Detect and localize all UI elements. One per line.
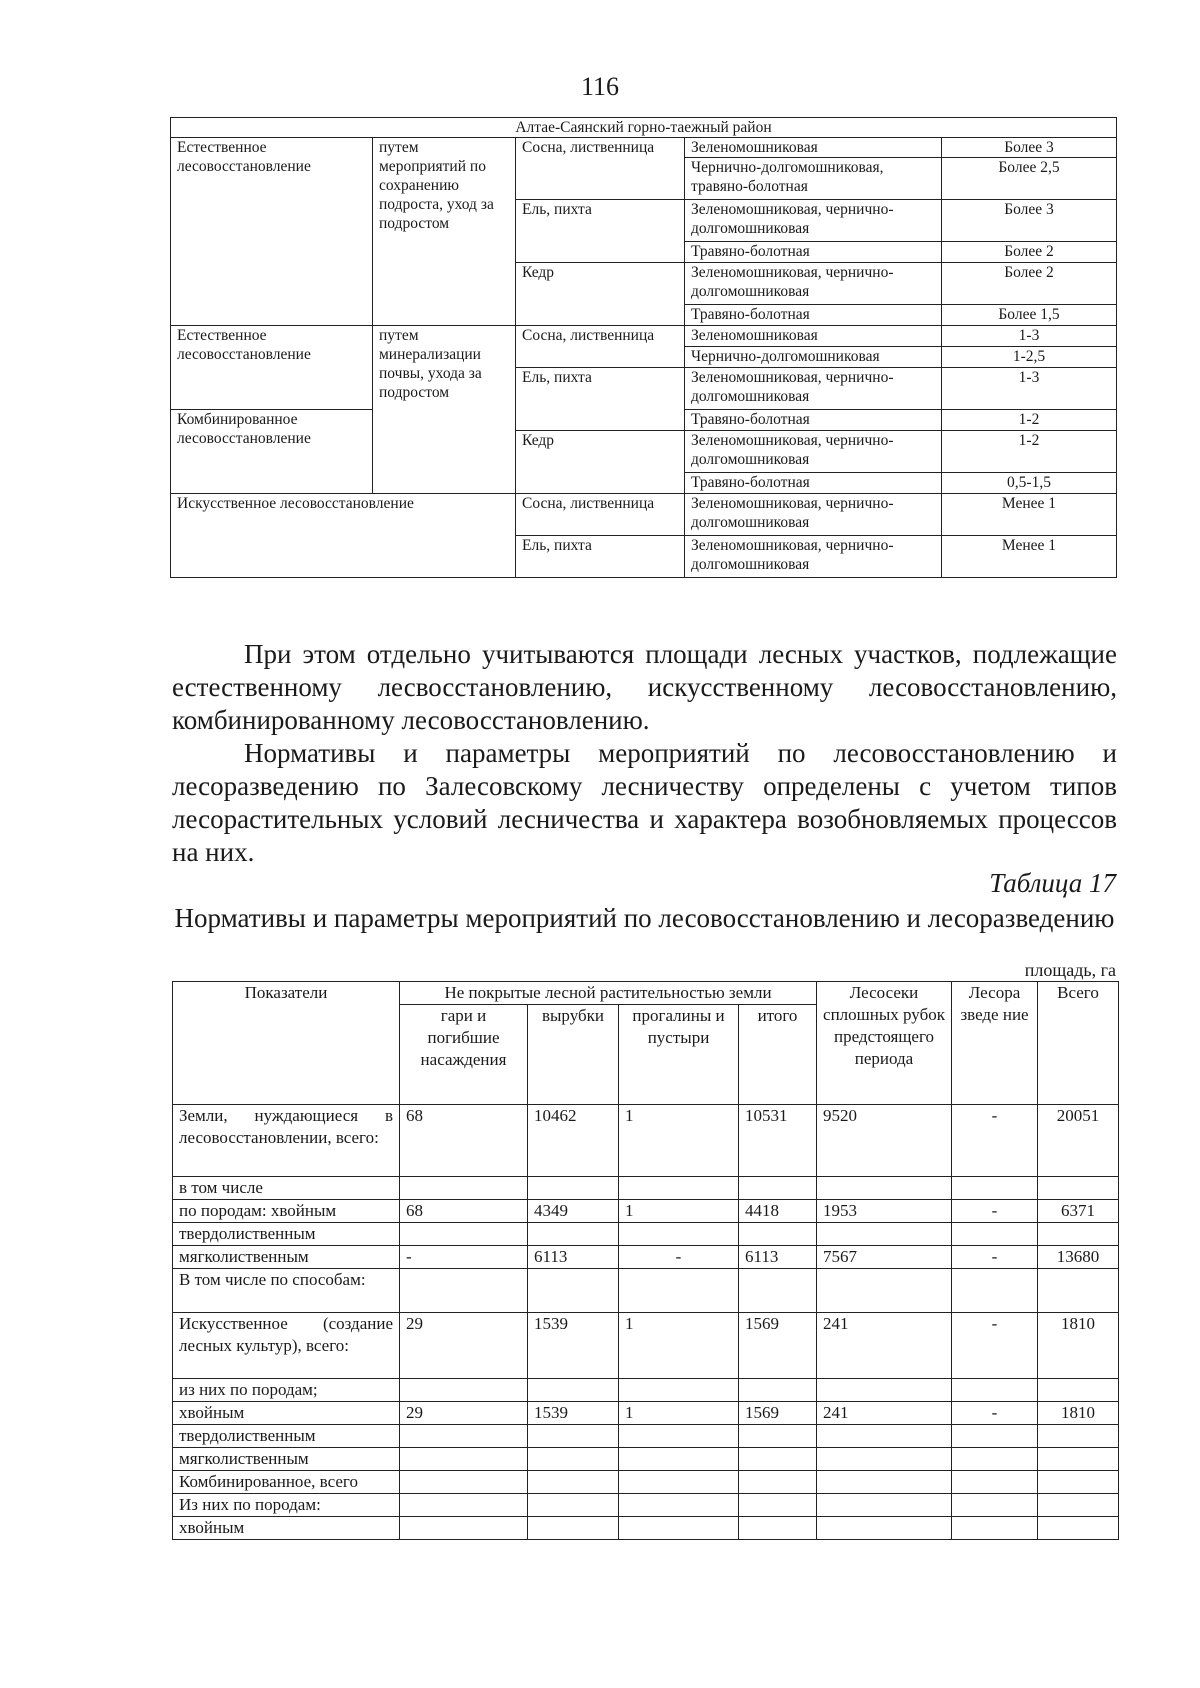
- table-cell: 1539: [528, 1402, 619, 1425]
- table-cell: [952, 1517, 1038, 1540]
- table-cell: [739, 1425, 817, 1448]
- table-cell: [739, 1517, 817, 1540]
- page-number: 116: [580, 72, 620, 101]
- column-header: Лесосеки сплошных рубок предстоящего периода: [817, 982, 952, 1105]
- table-row: [171, 118, 1117, 138]
- table-cell: 0,5-1,5: [942, 473, 1117, 494]
- table-cell: [952, 1269, 1038, 1313]
- table-cell: [619, 1494, 739, 1517]
- table-cell: [528, 1494, 619, 1517]
- table-cell: [739, 1269, 817, 1313]
- table-cell: 1: [619, 1313, 739, 1379]
- table-cell: [400, 1269, 528, 1313]
- table-cell: 1-2: [942, 410, 1117, 431]
- table-row: [173, 1425, 1119, 1448]
- row-label: мягколиственным: [173, 1246, 400, 1269]
- table-cell: Ель, пихта: [516, 368, 685, 431]
- table-cell: Более 2: [942, 242, 1117, 263]
- table-cell: [400, 1425, 528, 1448]
- table-cell: Более 3: [942, 138, 1117, 158]
- table-cell: [952, 1425, 1038, 1448]
- table-cell: [528, 1269, 619, 1313]
- table-cell: [619, 1379, 739, 1402]
- table-cell: Ель, пихта: [516, 200, 685, 263]
- table-cell: Ель, пихта: [516, 536, 685, 578]
- table-cell: [619, 1517, 739, 1540]
- table-cell: [817, 1177, 952, 1200]
- table-cell: 1-3: [942, 326, 1117, 347]
- table-cell: [739, 1494, 817, 1517]
- table-row: [173, 1313, 1119, 1379]
- table-cell: [400, 1494, 528, 1517]
- table-cell: [817, 1448, 952, 1471]
- table-cell: [400, 1379, 528, 1402]
- table-cell: [400, 1471, 528, 1494]
- table-cell: 4349: [528, 1200, 619, 1223]
- table-cell: [817, 1517, 952, 1540]
- table-cell: 241: [817, 1313, 952, 1379]
- table-cell: [952, 1223, 1038, 1246]
- table-cell: [817, 1379, 952, 1402]
- table-cell: [817, 1269, 952, 1313]
- table-row: [173, 1246, 1119, 1269]
- table-row: [173, 1105, 1119, 1177]
- table-cell: Чернично-долгомошниковая: [685, 347, 942, 368]
- table-cell: [1038, 1223, 1119, 1246]
- table-cell: -: [619, 1246, 739, 1269]
- table-cell: [1038, 1425, 1119, 1448]
- table-cell: [739, 1471, 817, 1494]
- table-cell: Сосна, лиственница: [516, 494, 685, 536]
- table-cell: 1: [619, 1105, 739, 1177]
- table-cell: Менее 1: [942, 494, 1117, 536]
- table-title: Нормативы и параметры мероприятий по лесовосстановлению и лесоразведению: [174, 903, 1115, 933]
- table-cell: 29: [400, 1313, 528, 1379]
- table-cell: Травяно-болотная: [685, 242, 942, 263]
- table-cell: [528, 1517, 619, 1540]
- table-cell: Зеленомошниковая, чернично-долгомошниковая: [685, 431, 942, 473]
- row-label: по породам: хвойным: [173, 1200, 400, 1223]
- table-cell: [1038, 1517, 1119, 1540]
- table-cell: Зеленомошниковая: [685, 138, 942, 158]
- table-cell: 1: [619, 1200, 739, 1223]
- row-label: в том числе: [173, 1177, 400, 1200]
- table-cell: Более 2: [942, 263, 1117, 305]
- regeneration-norms-table: [170, 117, 1117, 578]
- table-cell: 7567: [817, 1246, 952, 1269]
- header-row: [173, 982, 1119, 1005]
- table-cell: -: [952, 1105, 1038, 1177]
- table-cell: Искусственное лесовосстановление: [171, 494, 516, 578]
- table-cell: Травяно-болотная: [685, 305, 942, 326]
- table-cell: -: [400, 1246, 528, 1269]
- table-row: [173, 1494, 1119, 1517]
- region-header: Алтае-Саянский горно-таежный район: [171, 118, 1117, 138]
- column-header: Не покрытые лесной растительностью земли: [400, 982, 817, 1005]
- table-cell: [619, 1177, 739, 1200]
- table-cell: 1-2,5: [942, 347, 1117, 368]
- table-row: [173, 1200, 1119, 1223]
- row-label: Из них по породам:: [173, 1494, 400, 1517]
- table-cell: [952, 1494, 1038, 1517]
- table-row: [173, 1223, 1119, 1246]
- table-cell: 6371: [1038, 1200, 1119, 1223]
- table-cell: 1539: [528, 1313, 619, 1379]
- row-label: мягколиственным: [173, 1448, 400, 1471]
- table-cell: 9520: [817, 1105, 952, 1177]
- table-cell: Более 1,5: [942, 305, 1117, 326]
- row-label: Искусственное (создание лесных культур), всего:: [173, 1313, 400, 1379]
- table-cell: [952, 1379, 1038, 1402]
- column-header: итого: [739, 1005, 817, 1105]
- table-cell: [619, 1425, 739, 1448]
- table-cell: 6113: [528, 1246, 619, 1269]
- table-row: [173, 1177, 1119, 1200]
- table-row: [173, 1269, 1119, 1313]
- table-cell: Зеленомошниковая, чернично-долгомошниковая: [685, 536, 942, 578]
- column-header: гари и погибшие насаждения: [400, 1005, 528, 1105]
- table-row: [173, 1379, 1119, 1402]
- table-cell: Зеленомошниковая: [685, 326, 942, 347]
- table-cell: Зеленомошниковая, чернично-долгомошниковая: [685, 200, 942, 242]
- table-cell: Травяно-болотная: [685, 473, 942, 494]
- table-cell: [739, 1223, 817, 1246]
- table-cell: [739, 1379, 817, 1402]
- row-label: хвойным: [173, 1517, 400, 1540]
- row-label: Комбинированное, всего: [173, 1471, 400, 1494]
- table-cell: [817, 1471, 952, 1494]
- table-cell: [1038, 1177, 1119, 1200]
- table-cell: 1810: [1038, 1313, 1119, 1379]
- table-cell: [619, 1448, 739, 1471]
- table-cell: 10462: [528, 1105, 619, 1177]
- body-paragraph: При этом отдельно учитываются площади лесных участков, подлежащие естественному лесвосстановлению, искусственному лесовосстановлению, комбинированному лесовосстановлению.: [172, 639, 1117, 735]
- column-header: вырубки: [528, 1005, 619, 1105]
- row-label: Земли, нуждающиеся в лесовосстановлении, всего:: [173, 1105, 400, 1177]
- table-cell: 1: [619, 1402, 739, 1425]
- table-cell: Кедр: [516, 263, 685, 326]
- row-label: В том числе по способам:: [173, 1269, 400, 1313]
- table-cell: Травяно-болотная: [685, 410, 942, 431]
- table-cell: [817, 1425, 952, 1448]
- table-cell: 1953: [817, 1200, 952, 1223]
- table-cell: [528, 1379, 619, 1402]
- table-cell: [817, 1223, 952, 1246]
- table-cell: [952, 1177, 1038, 1200]
- table-cell: Зеленомошниковая, чернично-долгомошниковая: [685, 494, 942, 536]
- table-cell: 6113: [739, 1246, 817, 1269]
- table-row: [173, 1517, 1119, 1540]
- table-cell: Менее 1: [942, 536, 1117, 578]
- table-cell: путем мероприятий по сохранению подроста, уход за подростом: [373, 138, 516, 326]
- table-cell: -: [952, 1200, 1038, 1223]
- table-cell: [739, 1448, 817, 1471]
- table-cell: 1-2: [942, 431, 1117, 473]
- column-header: Показатели: [173, 982, 400, 1105]
- table-cell: [528, 1177, 619, 1200]
- table-cell: 20051: [1038, 1105, 1119, 1177]
- table-row: [171, 326, 1117, 347]
- table-cell: [528, 1448, 619, 1471]
- row-label: твердолиственным: [173, 1425, 400, 1448]
- column-header: Лесора зведе ние: [952, 982, 1038, 1105]
- body-paragraph: Нормативы и параметры мероприятий по лесовосстановлению и лесоразведению по Залесовскому лесничеству определены с учетом типов лесорастительных условий лесничества и характера возобновляемых процессов на них.: [172, 738, 1117, 867]
- table-caption: Таблица 17: [989, 868, 1116, 898]
- column-header: прогалины и пустыри: [619, 1005, 739, 1105]
- table-cell: [400, 1517, 528, 1540]
- table-cell: [1038, 1269, 1119, 1313]
- table-cell: Сосна, лиственница: [516, 138, 685, 200]
- table-cell: Естественное лесовосстановление: [171, 138, 373, 326]
- table-cell: [1038, 1379, 1119, 1402]
- table-cell: путем минерализации почвы, ухода за подростом: [373, 326, 516, 494]
- table-cell: Кедр: [516, 431, 685, 494]
- table-cell: 4418: [739, 1200, 817, 1223]
- table-cell: Комбинированное лесовосстановление: [171, 410, 373, 494]
- table-cell: [619, 1223, 739, 1246]
- table-row: [171, 138, 1117, 158]
- table-cell: 1810: [1038, 1402, 1119, 1425]
- table-cell: [528, 1223, 619, 1246]
- table-cell: Чернично-долгомошниковая, травяно-болотная: [685, 158, 942, 200]
- table-cell: 241: [817, 1402, 952, 1425]
- table-cell: [739, 1177, 817, 1200]
- row-label: хвойным: [173, 1402, 400, 1425]
- row-label: твердолиственным: [173, 1223, 400, 1246]
- table-cell: 13680: [1038, 1246, 1119, 1269]
- table-cell: [528, 1425, 619, 1448]
- table-cell: [952, 1471, 1038, 1494]
- table-cell: -: [952, 1402, 1038, 1425]
- table-cell: [400, 1177, 528, 1200]
- table-cell: [1038, 1494, 1119, 1517]
- table-row: [173, 1471, 1119, 1494]
- table-cell: 68: [400, 1105, 528, 1177]
- table-cell: -: [952, 1246, 1038, 1269]
- table-cell: [619, 1269, 739, 1313]
- table-cell: Более 3: [942, 200, 1117, 242]
- table-cell: Более 2,5: [942, 158, 1117, 200]
- table-cell: 68: [400, 1200, 528, 1223]
- column-header: Всего: [1038, 982, 1119, 1105]
- units-label: площадь, га: [1024, 960, 1116, 980]
- table-cell: [1038, 1471, 1119, 1494]
- table-cell: [400, 1448, 528, 1471]
- reforestation-parameters-table: [172, 981, 1119, 1540]
- table-cell: [528, 1471, 619, 1494]
- table-cell: Зеленомошниковая, чернично-долгомошниковая: [685, 263, 942, 305]
- table-row: [171, 494, 1117, 536]
- table-cell: [1038, 1448, 1119, 1471]
- table-row: [173, 1402, 1119, 1425]
- table-cell: 10531: [739, 1105, 817, 1177]
- table-cell: [619, 1471, 739, 1494]
- table-cell: Сосна, лиственница: [516, 326, 685, 368]
- table-cell: [817, 1494, 952, 1517]
- table-cell: 29: [400, 1402, 528, 1425]
- table-row: [173, 1448, 1119, 1471]
- table-cell: [952, 1448, 1038, 1471]
- table-cell: Естественное лесовосстановление: [171, 326, 373, 410]
- row-label: из них по породам;: [173, 1379, 400, 1402]
- table-cell: Зеленомошниковая, чернично-долгомошниковая: [685, 368, 942, 410]
- table-cell: [400, 1223, 528, 1246]
- table-cell: 1569: [739, 1313, 817, 1379]
- table-cell: -: [952, 1313, 1038, 1379]
- table-cell: 1-3: [942, 368, 1117, 410]
- table-cell: 1569: [739, 1402, 817, 1425]
